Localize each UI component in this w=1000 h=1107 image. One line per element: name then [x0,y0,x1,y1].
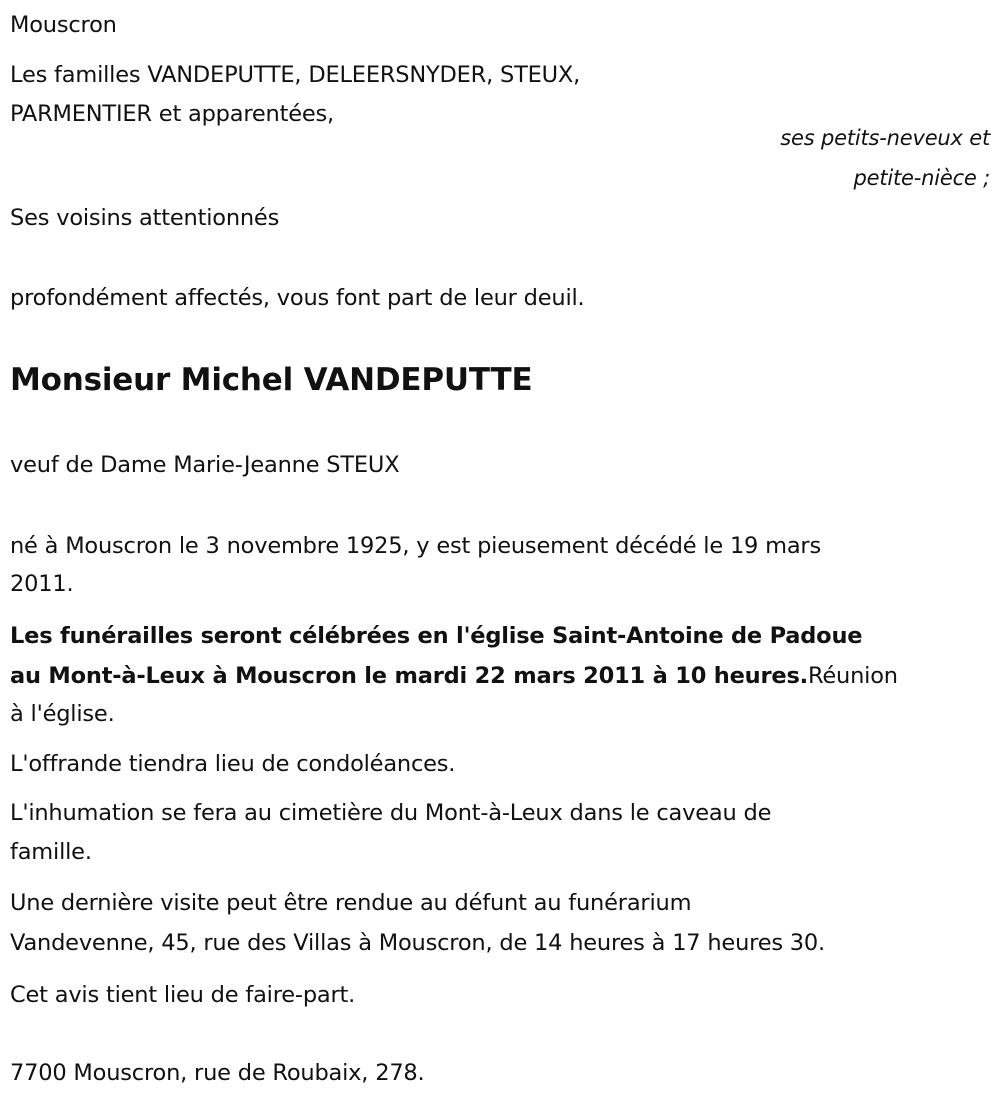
widower-of: veuf de Dame Marie-Jeanne STEUX [10,452,400,478]
deceased-name: Monsieur Michel VANDEPUTTE [10,362,533,398]
meeting-text: Réunion [807,663,898,689]
burial-line-1: L'inhumation se fera au cimetière du Mont-à-Leux dans le caveau de [10,800,772,826]
birth-death-line-2: 2011. [10,571,74,597]
address: 7700 Mouscron, rue de Roubaix, 278. [10,1060,425,1086]
funeral-line-2 [10,657,898,695]
funeral-line-1: Les funérailles seront célébrées en l'église Saint-Antoine de Padoue [10,623,863,649]
burial-line-2: famille. [10,839,92,865]
birth-death-line-1: né à Mouscron le 3 novembre 1925, y est pieusement décédé le 19 mars [10,533,822,559]
visit-line-2: Vandevenne, 45, rue des Villas à Mouscron, de 14 heures à 17 heures 30. [10,930,825,956]
meeting-line-2: à l'église. [10,701,115,727]
families-line-1: Les familles VANDEPUTTE, DELEERSNYDER, STEUX, [10,62,581,88]
families-line-2: PARMENTIER et apparentées, [10,101,334,127]
relatives-line-2: petite-nièce ; [853,166,990,190]
offering: L'offrande tiendra lieu de condoléances. [10,751,456,777]
announcement: profondément affectés, vous font part de leur deuil. [10,285,585,311]
neighbours: Ses voisins attentionnés [10,205,280,231]
visit-line-1: Une dernière visite peut être rendue au défunt au funérarium [10,890,692,916]
relatives-line-1: ses petits-neveux et [780,126,990,150]
notice: Cet avis tient lieu de faire-part. [10,982,356,1008]
funeral-bold: au Mont-à-Leux à Mouscron le mardi 22 mars 2011 à 10 heures. [10,663,808,689]
city-header: Mouscron [10,12,117,38]
